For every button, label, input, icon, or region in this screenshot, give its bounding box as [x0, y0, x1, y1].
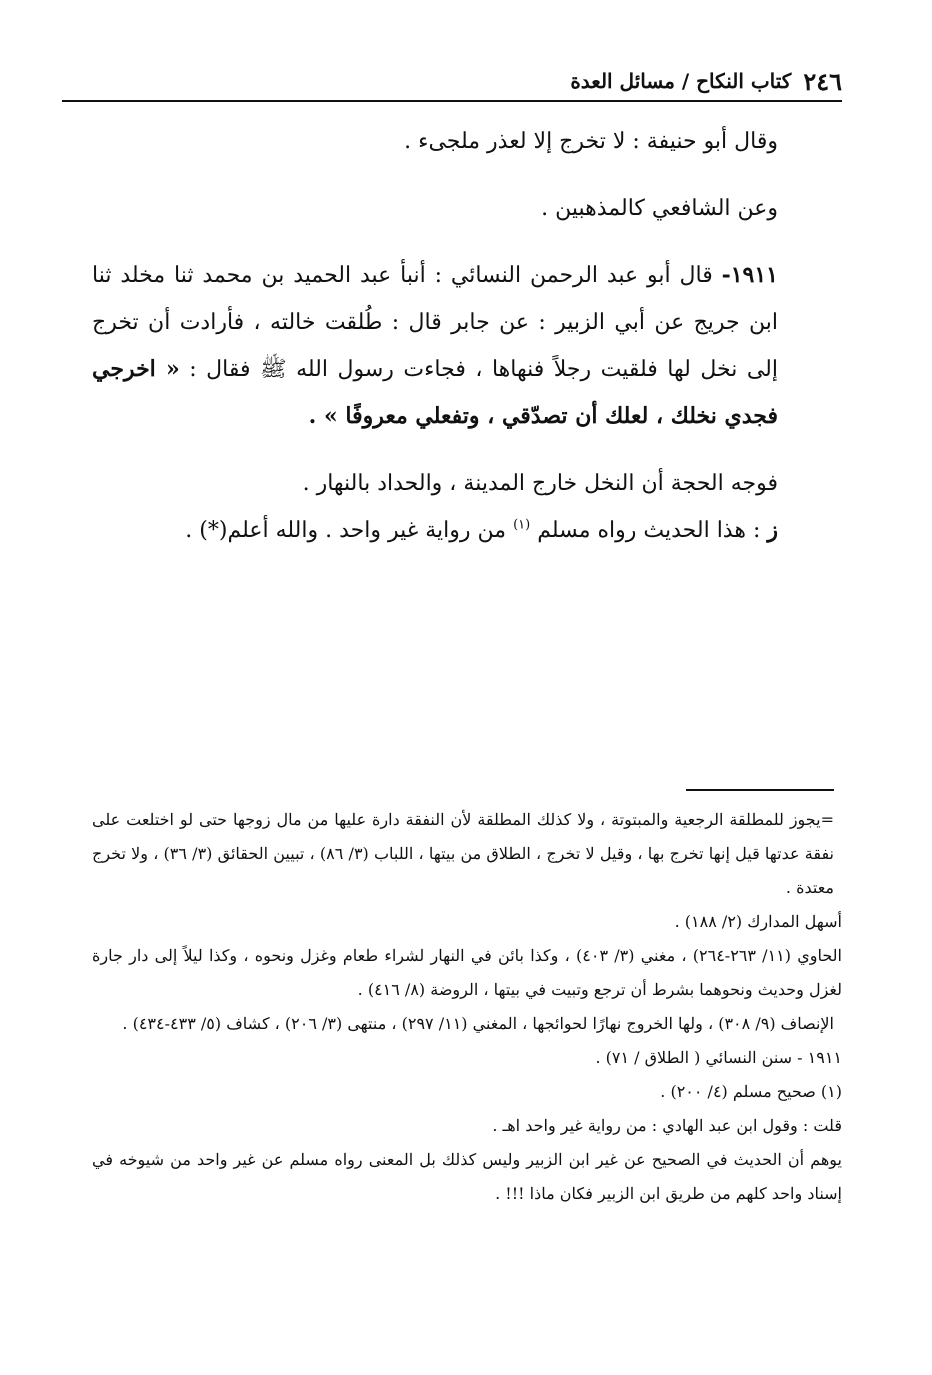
footnote-hadith-source: ١٩١١ - سنن النسائي ( الطلاق / ٧١) . — [595, 1048, 842, 1067]
footnote-shafii: الحاوي (١١/ ٢٦٣-٢٦٤) ، مغني (٣/ ٤٠٣) ، وكذا بائن في النهار لشراء طعام وغزل ونحوه ، وكذا ليلاً إلى دار جارة لغزل وحديث ونحوهما بشرط أن ترجع وتبيت في بيتها ، الروضة (٨/ ٤١٦) . — [92, 946, 842, 999]
note-mark: ز — [767, 517, 778, 543]
footnote-continued: =يجوز للمطلقة الرجعية والمبتوتة ، ولا كذلك المطلقة لأن النفقة دارة عليها من مال زوجها حتى لو اختلعت على نفقة عدتها قيل إنها تخرج بها ، وقيل لا تخرج ، الطلاق من بيتها ، اللباب (٣/ ٨٦) ، تبيين الحقائق (٣/ ٣٦) ، ولا تخرج معتدة . — [92, 810, 834, 897]
page-header — [62, 62, 842, 102]
paragraph-shafii: وعن الشافعي كالمذهبين . — [541, 196, 778, 221]
footnotes — [92, 803, 842, 1211]
note-text-a: : هذا الحديث رواه مسلم — [537, 518, 761, 543]
page-number: ٢٤٦ — [803, 66, 842, 96]
main-text — [92, 118, 840, 554]
paragraph-note — [92, 507, 840, 554]
hadith-paragraph — [92, 252, 840, 440]
footnote-separator — [686, 789, 834, 791]
hadith-number: ١٩١١- — [721, 262, 778, 288]
footnote-ref: (١) — [513, 517, 531, 533]
footnote-comment-cont: يوهم أن الحديث في الصحيح عن غير ابن الزبير وليس كذلك بل المعنى رواه مسلم عن غير واحد من شيوخه في إسناد واحد كلهم من طريق ابن الزبير فكان ماذا !!! . — [92, 1150, 843, 1203]
paragraph-evidence: فوجه الحجة أن النخل خارج المدينة ، والحداد بالنهار . — [302, 471, 778, 496]
running-title: كتاب النكاح / مسائل العدة — [570, 69, 792, 93]
footnote-hanbali: الإنصاف (٩/ ٣٠٨) ، ولها الخروج نهارًا لحوائجها ، المغني (١١/ ٢٩٧) ، منتهى (٣/ ٢٠٦) ، كشاف (٥/ ٤٣٣-٤٣٤) . — [122, 1014, 834, 1033]
paragraph-abu-hanifa: وقال أبو حنيفة : لا تخرج إلا لعذر ملجىء . — [404, 129, 778, 154]
footnote-comment: قلت : وقول ابن عبد الهادي : من رواية غير واحد اهـ . — [492, 1116, 842, 1135]
hadith-text: قال أبو عبد الرحمن النسائي : أنبأ عبد الحميد بن محمد ثنا مخلد ثنا ابن جريج عن أبي الزبير : عن جابر قال : طُلقت خالته ، فأرادت أن تخرج إلى نخل لها فلقيت رجلاً فنهاها ، فجاءت رسول الله ﷺ فقال : — [92, 263, 778, 382]
footnote-muslim: (١) صحيح مسلم (٤/ ٢٠٠) . — [660, 1082, 842, 1101]
footnote-maliki: أسهل المدارك (٢/ ١٨٨) . — [674, 912, 842, 931]
note-text-b: من رواية غير واحد . والله أعلم(*) . — [185, 518, 507, 543]
hadith-quote: « اخرجي فجدي نخلك ، لعلك أن تصدّقي ، وتفعلي معروفًا » . — [92, 356, 778, 429]
